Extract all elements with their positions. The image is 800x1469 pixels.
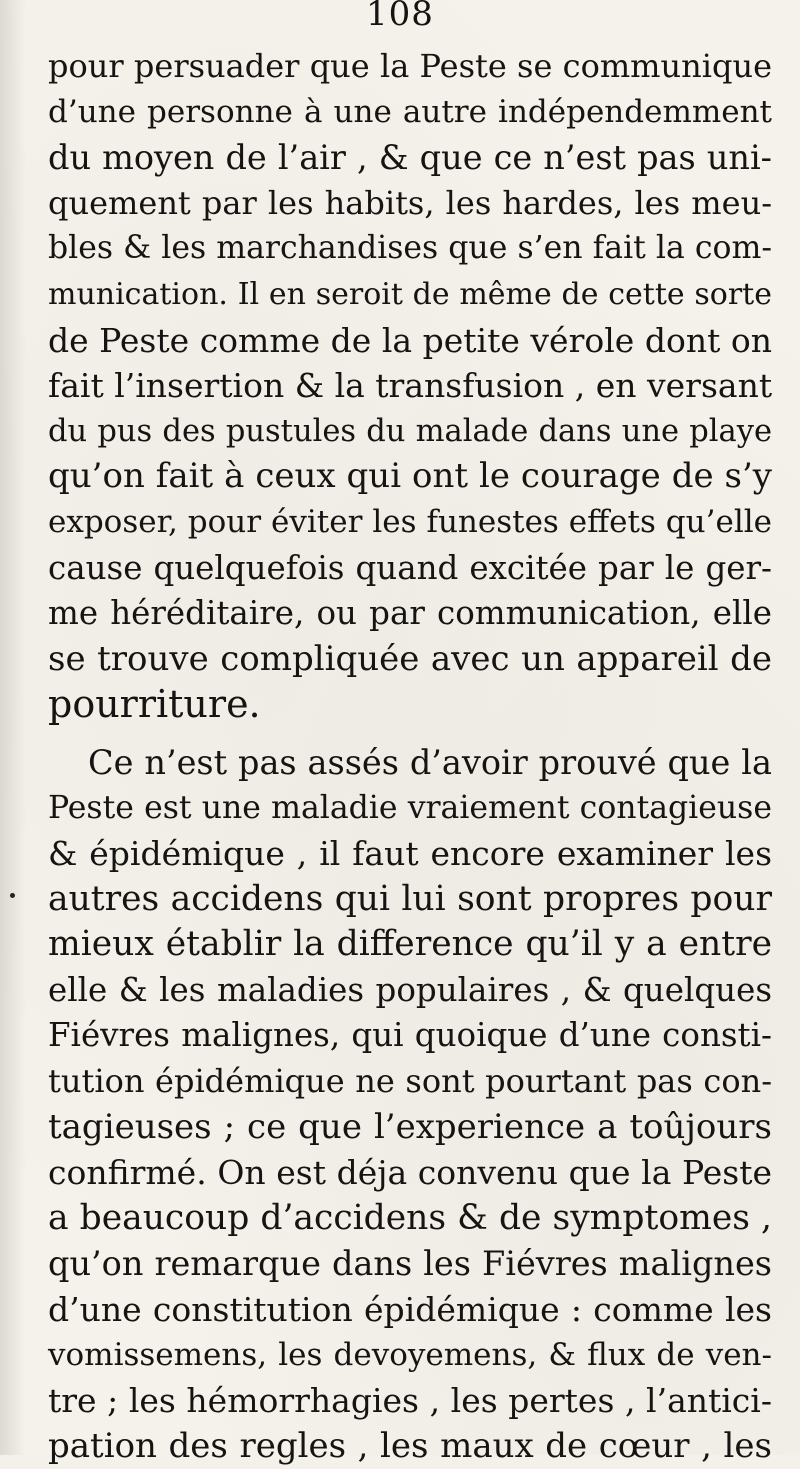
text-line: me héréditaire, ou par communication, elle bbox=[48, 594, 772, 633]
paragraph-1 bbox=[48, 44, 772, 728]
text-line: du pus des pustules du malade dans une playe bbox=[48, 413, 772, 449]
text-line: Fiévres malignes, qui quoique d’une consti- bbox=[48, 1016, 772, 1055]
gutter-shadow bbox=[0, 0, 26, 1455]
text-line: tution épidémique ne sont pourtant pas con- bbox=[48, 1062, 772, 1101]
text-line: confirmé. On est déja convenu que la Peste bbox=[48, 1153, 772, 1193]
text-line: vomissemens, les devoyemens, & flux de ven- bbox=[48, 1336, 772, 1373]
text-line: du moyen de l’air , & que ce n’est pas uni- bbox=[48, 138, 772, 178]
text-line: bles & les marchandises que s’en fait la com- bbox=[48, 230, 772, 267]
text-line: elle & les maladies populaires , & quelques bbox=[48, 970, 772, 1009]
text-line: d’une constitution épidémique : comme les bbox=[48, 1290, 772, 1330]
text-line: Ce n’est pas assés d’avoir prouvé que la bbox=[88, 742, 772, 782]
text-line: Peste est une maladie vraiement contagieuse bbox=[48, 789, 772, 826]
text-line: qu’on remarque dans les Fiévres malignes bbox=[48, 1244, 772, 1284]
text-line: mieux établir la difference qu’il y a entre bbox=[48, 924, 772, 965]
text-line: d’une personne à une autre indépendemment bbox=[48, 93, 772, 130]
text-line: tagieuses ; ce que l’experience a toûjours bbox=[48, 1106, 772, 1147]
text-line: autres accidens qui lui sont propres pour bbox=[48, 878, 772, 919]
text-line: tre ; les hémorrhagies , les pertes , l’antici- bbox=[48, 1381, 772, 1421]
text-line: a beaucoup d’accidens & de symptomes , bbox=[48, 1197, 772, 1238]
text-line: & épidémique , il faut encore examiner les bbox=[48, 834, 772, 874]
paragraph-gap bbox=[48, 728, 772, 740]
paragraph-2 bbox=[48, 740, 772, 1469]
ink-speck bbox=[10, 893, 15, 898]
text-line: quement par les habits, les hardes, les meu- bbox=[48, 183, 772, 222]
text-line: exposer, pour éviter les funestes effets qu’elle bbox=[48, 503, 772, 540]
text-line: qu’on fait à ceux qui ont le courage de s’y bbox=[48, 456, 772, 497]
text-line: pation des regles , les maux de cœur , les bbox=[48, 1425, 772, 1466]
page-number: 108 bbox=[366, 0, 434, 34]
text-line: cause quelquefois quand excitée par le ger- bbox=[48, 548, 772, 587]
text-line: pourriture. bbox=[48, 682, 261, 727]
text-line: fait l’insertion & la transfusion , en versant bbox=[48, 366, 773, 406]
text-line: de Peste comme de la petite vérole dont on bbox=[48, 320, 772, 360]
text-line: se trouve compliquée avec un appareil de bbox=[48, 638, 772, 679]
text-line: munication. Il en seroit de même de cette sorte bbox=[48, 276, 772, 312]
body-text bbox=[48, 44, 772, 1469]
text-line: pour persuader que la Peste se communique bbox=[48, 47, 772, 85]
